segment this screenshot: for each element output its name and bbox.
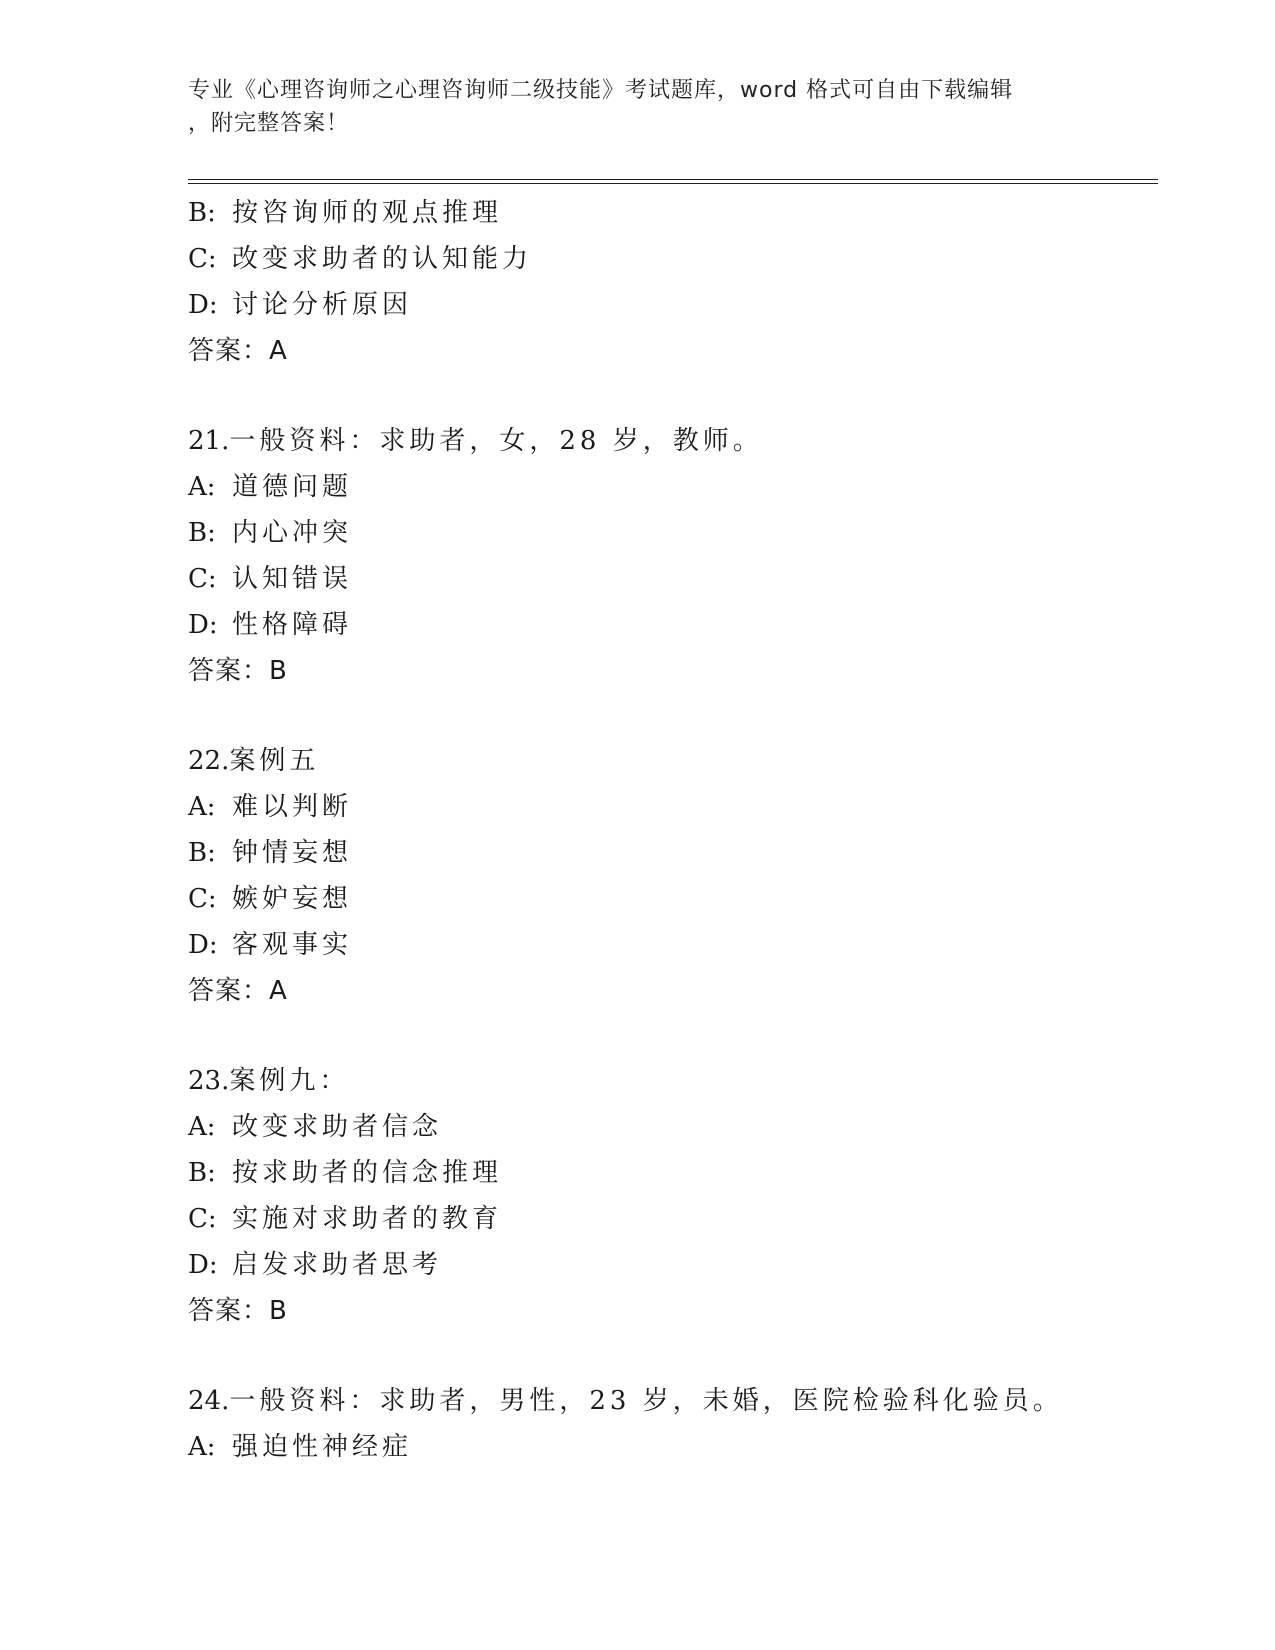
question-number: 24. xyxy=(188,1386,230,1416)
question-list xyxy=(188,190,1158,1470)
question-text: 一般资料：求助者，女，28 岁，教师。 xyxy=(229,426,763,456)
option-a xyxy=(188,1424,1158,1470)
question-text: 案例九： xyxy=(229,1066,350,1096)
option-d xyxy=(188,282,1158,328)
option-key: B: xyxy=(188,518,216,548)
option-text: 强迫性神经症 xyxy=(232,1432,413,1462)
option-text: 性格障碍 xyxy=(232,610,353,640)
option-key: B: xyxy=(188,838,216,868)
question-stem xyxy=(188,1058,1158,1104)
question-stem xyxy=(188,1378,1158,1424)
option-text: 启发求助者思考 xyxy=(232,1250,443,1280)
option-key: A: xyxy=(188,472,216,502)
option-text: 客观事实 xyxy=(232,930,353,960)
header-line-2: ，附完整答案！ xyxy=(188,111,350,136)
option-key: D: xyxy=(188,1250,218,1280)
option-c xyxy=(188,876,1158,922)
option-text: 实施对求助者的教育 xyxy=(232,1204,503,1234)
answer-line: 答案：B xyxy=(188,656,288,686)
question-number: 21. xyxy=(188,426,230,456)
question-stem xyxy=(188,418,1158,464)
option-key: D: xyxy=(188,290,218,320)
option-key: D: xyxy=(188,610,218,640)
option-b xyxy=(188,1150,1158,1196)
question-text: 一般资料：求助者，男性，23 岁，未婚，医院检验科化验员。 xyxy=(229,1386,1063,1416)
option-text: 讨论分析原因 xyxy=(232,290,413,320)
answer-line: 答案：B xyxy=(188,1296,288,1326)
question-23 xyxy=(188,1058,1158,1334)
header-line-1: 专业《心理咨询师之心理咨询师二级技能》考试题库，word 格式可自由下载编辑 xyxy=(188,78,1014,103)
option-text: 内心冲突 xyxy=(232,518,353,548)
option-key: A: xyxy=(188,1112,216,1142)
question-21 xyxy=(188,418,1158,694)
option-d xyxy=(188,602,1158,648)
option-b xyxy=(188,830,1158,876)
option-key: C: xyxy=(188,1204,217,1234)
option-key: D: xyxy=(188,930,218,960)
option-text: 嫉妒妄想 xyxy=(232,884,353,914)
option-a xyxy=(188,1104,1158,1150)
option-key: B: xyxy=(188,1158,216,1188)
option-b xyxy=(188,510,1158,556)
option-c xyxy=(188,236,1158,282)
answer-line: 答案：A xyxy=(188,336,288,366)
question-22 xyxy=(188,738,1158,1014)
option-key: C: xyxy=(188,884,217,914)
option-text: 按咨询师的观点推理 xyxy=(232,198,503,228)
option-a xyxy=(188,784,1158,830)
carryover-question xyxy=(188,190,1158,374)
option-text: 改变求助者的认知能力 xyxy=(232,244,533,274)
question-number: 22. xyxy=(188,746,230,776)
question-text: 案例五 xyxy=(229,746,320,776)
option-text: 按求助者的信念推理 xyxy=(232,1158,503,1188)
option-c xyxy=(188,556,1158,602)
option-key: A: xyxy=(188,792,216,822)
document-header xyxy=(188,74,1088,140)
header-divider-bottom xyxy=(188,183,1158,184)
option-b xyxy=(188,190,1158,236)
option-text: 道德问题 xyxy=(232,472,353,502)
answer-line: 答案：A xyxy=(188,976,288,1006)
question-stem xyxy=(188,738,1158,784)
option-key: B: xyxy=(188,198,216,228)
header-divider-top xyxy=(188,179,1158,180)
option-text: 钟情妄想 xyxy=(232,838,353,868)
option-d xyxy=(188,922,1158,968)
option-c xyxy=(188,1196,1158,1242)
option-d xyxy=(188,1242,1158,1288)
question-number: 23. xyxy=(188,1066,230,1096)
option-text: 认知错误 xyxy=(232,564,353,594)
question-24 xyxy=(188,1378,1158,1470)
option-key: A: xyxy=(188,1432,216,1462)
option-a xyxy=(188,464,1158,510)
option-text: 改变求助者信念 xyxy=(232,1112,443,1142)
option-text: 难以判断 xyxy=(232,792,353,822)
option-key: C: xyxy=(188,564,217,594)
option-key: C: xyxy=(188,244,217,274)
